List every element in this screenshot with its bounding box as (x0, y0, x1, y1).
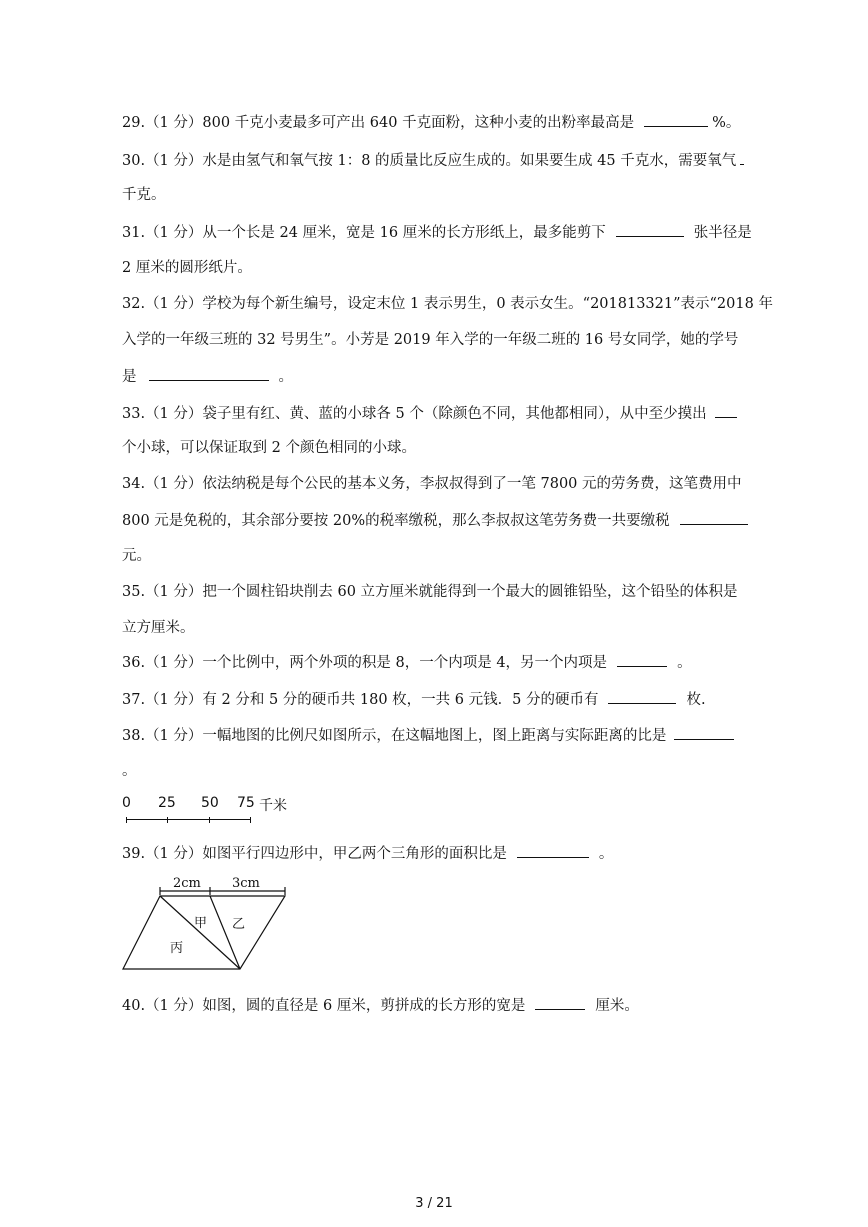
split-line (210, 896, 240, 969)
q31-text: 31.（1 分）从一个长是 24 厘米，宽是 16 厘米的长方形纸上，最多能剪下 (122, 225, 606, 241)
q31-line2 (122, 258, 252, 278)
q37-suffix: 枚. (686, 692, 706, 708)
q35-line1 (122, 582, 738, 602)
q40-line1 (122, 995, 639, 1016)
q39-line1 (122, 843, 613, 864)
q34-text-1: 34.（1 分）依法纳税是每个公民的基本义务，李叔叔得到了一笔 7800 元的劳务费，这笔费用中 (122, 476, 742, 492)
q39-text: 39.（1 分）如图平行四边形中，甲乙两个三角形的面积比是 (122, 846, 507, 862)
q29-line1 (122, 112, 740, 133)
q36-suffix: 。 (677, 655, 692, 671)
scale-tick (250, 817, 251, 823)
q33-text-2: 个小球，可以保证取到 2 个颜色相同的小球。 (122, 440, 416, 456)
q33-text-1: 33.（1 分）袋子里有红、黄、蓝的小球各 5 个（除颜色不同，其他都相同），从中至少摸出 (122, 406, 707, 422)
q32-blank[interactable] (149, 366, 269, 381)
parallelogram-outline (123, 896, 285, 969)
q35-text-1: 35.（1 分）把一个圆柱铅块削去 60 立方厘米就能得到一个最大的圆锥铅坠，这个铅坠的体积是 (122, 584, 738, 600)
q34-blank[interactable] (680, 510, 748, 525)
q29-blank[interactable] (644, 112, 708, 127)
q35-text-2: 立方厘米。 (122, 620, 195, 636)
triangle-label-yi: 乙 (232, 917, 246, 932)
map-scale-bar (120, 795, 300, 831)
q30-line2 (122, 185, 166, 205)
q34-line3 (122, 546, 151, 566)
q35-line2 (122, 618, 195, 638)
scale-unit: 千米 (259, 798, 287, 814)
scale-tick (209, 817, 210, 823)
triangle-label-jia: 甲 (194, 916, 208, 931)
q40-text: 40.（1 分）如图，圆的直径是 6 厘米，剪拼成的长方形的宽是 (122, 998, 526, 1014)
q34-text-2: 800 元是免税的，其余部分要按 20%的税率缴税，那么李叔叔这笔劳务费一共要缴税 (122, 513, 670, 529)
q32-line3 (122, 366, 293, 387)
q33-blank[interactable] (715, 403, 737, 418)
q40-blank[interactable] (535, 995, 585, 1010)
q31-text-b: 张半径是 (693, 225, 752, 241)
q36-line1 (122, 652, 692, 673)
q33-line1 (122, 403, 741, 424)
q38-blank[interactable] (674, 725, 734, 740)
q32-suffix: 。 (278, 369, 293, 385)
q37-blank[interactable] (608, 689, 676, 704)
q38-line1 (122, 725, 738, 746)
q32-text-3: 是 (122, 369, 137, 385)
q31-text-2: 2 厘米的圆形纸片。 (122, 260, 252, 276)
scale-tick (126, 817, 127, 823)
q38-line2 (122, 761, 137, 781)
scale-label-75: 75 (237, 795, 255, 811)
q37-line1 (122, 689, 706, 710)
scale-tick (167, 817, 168, 823)
scale-label-0: 0 (122, 795, 131, 811)
parallelogram-figure (118, 872, 318, 977)
q39-suffix: 。 (598, 846, 614, 862)
q36-blank[interactable] (617, 652, 667, 667)
diagonal-line (160, 896, 240, 969)
q33-line2 (122, 438, 416, 458)
scale-label-25: 25 (158, 795, 176, 811)
q29-text: 29.（1 分）800 千克小麦最多可产出 640 千克面粉，这种小麦的出粉率最高是 (122, 115, 635, 131)
triangle-label-bing: 丙 (170, 941, 184, 956)
q30-text: 30.（1 分）水是由氢气和氧气按 1：8 的质量比反应生成的。如果要生成 45 千克水，需要氧气 (122, 153, 737, 169)
q30-line1 (122, 150, 748, 171)
q30-blank[interactable] (740, 150, 744, 165)
q32-text-2: 入学的一年级三班的 32 号男生”。小芳是 2019 年入学的一年级二班的 16 号女同学，她的学号 (122, 332, 739, 348)
dim-label-2cm: 2cm (173, 876, 201, 891)
q38-text-2: 。 (122, 763, 137, 779)
q29-suffix: %。 (712, 115, 741, 131)
q39-blank[interactable] (517, 843, 589, 858)
q31-line1 (122, 222, 752, 243)
q32-line2 (122, 330, 738, 350)
q37-text: 37.（1 分）有 2 分和 5 分的硬币共 180 枚，一共 6 元钱．5 分的硬币有 (122, 692, 599, 708)
q38-text-1: 38.（1 分）一幅地图的比例尺如图所示，在这幅地图上，图上距离与实际距离的比是 (122, 728, 667, 744)
q34-text-3: 元。 (122, 548, 151, 564)
scale-label-50: 50 (201, 795, 219, 811)
q31-blank[interactable] (616, 222, 684, 237)
q34-line1 (122, 474, 742, 494)
q32-line1 (122, 294, 773, 314)
q36-text: 36.（1 分）一个比例中，两个外项的积是 8，一个内项是 4，另一个内项是 (122, 655, 608, 671)
dim-label-3cm: 3cm (232, 876, 260, 891)
page-number: 3 / 21 (415, 1196, 453, 1211)
q34-line2 (122, 510, 752, 531)
q40-suffix: 厘米。 (595, 998, 639, 1014)
q32-text-1: 32.（1 分）学校为每个新生编号，设定末位 1 表示男生，0 表示女生。“201813321”表示“2018 年 (122, 296, 773, 312)
q30-suffix: 千克。 (122, 187, 166, 203)
scale-line (126, 819, 250, 820)
